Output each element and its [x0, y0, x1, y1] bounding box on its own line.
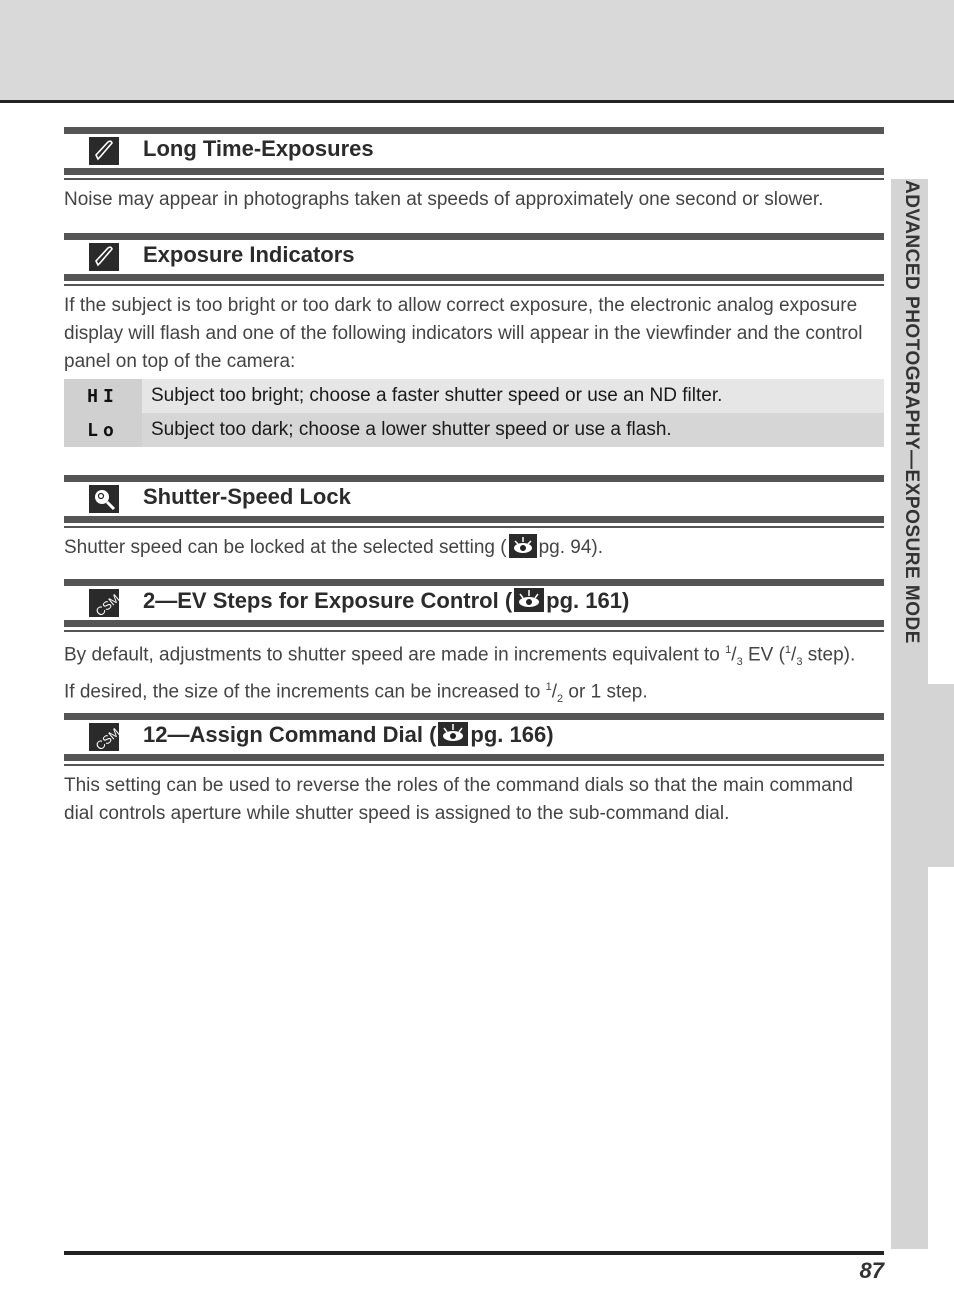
- section-body: Noise may appear in photographs taken at speeds of approximately one second or slower.: [64, 189, 824, 210]
- section-ev-steps: [64, 579, 884, 712]
- magnifier-tip-icon: [89, 485, 119, 513]
- section-header: [64, 475, 884, 523]
- section-header: [64, 233, 884, 281]
- section-title: Shutter-Speed Lock: [143, 484, 351, 509]
- indicator-description: Subject too bright; choose a faster shutter speed or use an ND filter.: [142, 379, 884, 413]
- indicator-symbol: HI: [64, 379, 142, 413]
- top-band: [0, 0, 954, 100]
- indicator-description: Subject too dark; choose a lower shutter speed or use a flash.: [142, 413, 884, 447]
- section-header: [64, 579, 884, 627]
- section-title: 12—Assign Command Dial ( pg. 166): [143, 722, 554, 747]
- indicator-table: [64, 379, 884, 447]
- section-body: This setting can be used to reverse the roles of the command dials so that the main command dial controls aperture while shutter speed is assigned to the sub-command dial.: [64, 775, 853, 824]
- section-assign-command-dial: [64, 713, 884, 828]
- eye-reference-icon: [438, 722, 468, 746]
- chapter-title: ADVANCED PHOTOGRAPHY—EXPOSURE MODE: [901, 180, 922, 644]
- section-title: Exposure Indicators: [143, 242, 355, 267]
- csm-icon: [89, 589, 123, 620]
- section-body: Shutter speed can be locked at the selected setting ( pg. 94).: [64, 528, 884, 562]
- eye-reference-icon: [509, 534, 537, 558]
- section-title: 2—EV Steps for Exposure Control ( pg. 161): [143, 588, 630, 613]
- svg-text:CSM: CSM: [92, 591, 123, 620]
- section-title: Long Time-Exposures: [143, 136, 374, 161]
- indicator-row: [64, 413, 884, 447]
- section-header: [64, 713, 884, 761]
- section-header: [64, 127, 884, 175]
- eye-reference-icon: [514, 588, 544, 612]
- section-exposure-indicators: [64, 233, 884, 447]
- section-shutter-speed-lock: [64, 475, 884, 562]
- footer-rule: [64, 1251, 884, 1255]
- pencil-note-icon: [89, 137, 119, 165]
- chapter-tab-marker: [928, 684, 954, 867]
- section-body: By default, adjustments to shutter speed are made in increments equivalent to $^1/_3$ EV ($^1/_3$ step). If desired, the size of the increments can be increased to $^1/_2$ or 1 step.: [64, 644, 856, 706]
- svg-text:CSM: CSM: [92, 725, 123, 754]
- indicator-row: [64, 379, 884, 413]
- section-long-time-exposures: [64, 127, 884, 214]
- top-rule: [0, 100, 954, 103]
- pencil-note-icon: [89, 243, 119, 271]
- page-number: 87: [859, 1258, 884, 1283]
- section-body: If the subject is too bright or too dark to allow correct exposure, the electronic analog exposure display will flash and one of the following indicators will appear in the viewfinder and the control panel on top of the camera:: [64, 295, 863, 372]
- csm-icon: [89, 723, 123, 754]
- indicator-symbol: Lo: [64, 413, 142, 447]
